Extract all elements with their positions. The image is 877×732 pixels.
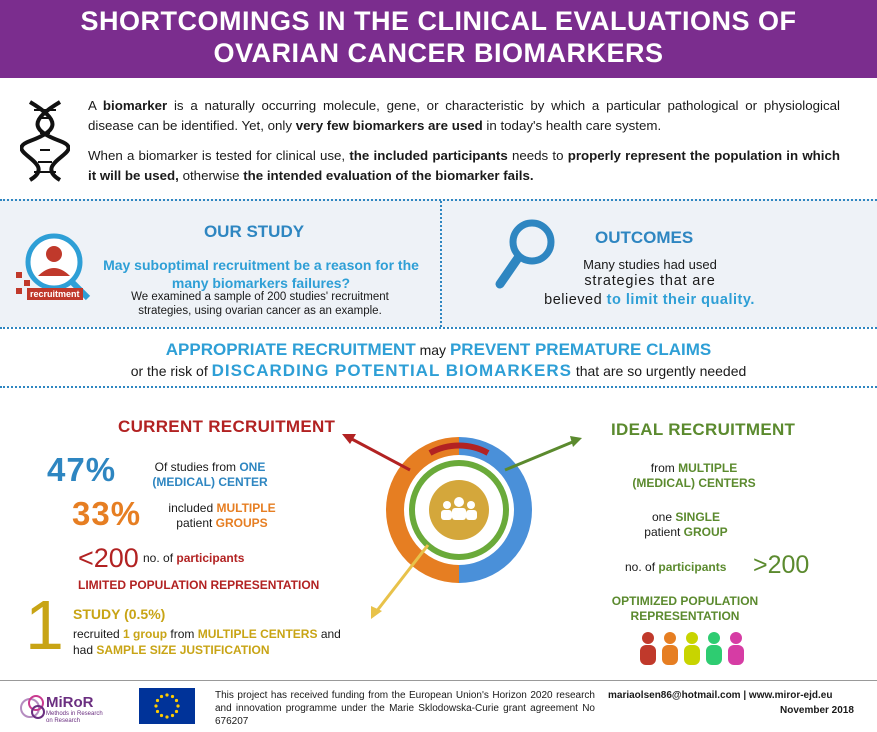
stat-single-study-title: STUDY (0.5%) <box>73 606 166 622</box>
single-study-f: had <box>73 643 97 657</box>
intro-p2-run-1: the included participants <box>349 148 508 163</box>
miror-logo-subtitle: Methods in Research on Research <box>46 711 103 724</box>
intro-p2-run-3: properly represent the population in which it will be used, <box>88 148 840 183</box>
stat-participants-text-b: participants <box>176 551 245 565</box>
ideal-multiple-centers <box>600 461 788 491</box>
intro-p1-run-3: very few biomarkers are used <box>295 118 483 133</box>
miror-logo-name: MiRoR <box>46 694 94 711</box>
appropriate-recruitment-phrase: APPROPRIATE RECRUITMENT <box>165 340 416 359</box>
stat-multiple-groups-value: 33% <box>72 495 142 532</box>
funding-statement: This project has received funding from the European Union's Horizon 2020 research and innovation programme under the Marie Sklodowska-Curie grant agreement No 676207 <box>215 690 595 727</box>
intro-p1-run-2: is a naturally occurring molecule, gene, or characteristic by which a particular pathological or physiological disease can be identified. Yet, only <box>88 98 840 133</box>
arrow-to-current <box>348 437 410 470</box>
ideal-single-group <box>616 510 756 540</box>
ideal-group-d: GROUP <box>683 525 728 539</box>
urgent-text: that are so urgently needed <box>571 363 747 379</box>
single-study-c: from <box>167 627 198 641</box>
ideal-participants-value: >200 <box>753 551 810 579</box>
stat-participants-text <box>143 551 244 565</box>
ideal-centers-a: from <box>650 461 679 475</box>
arrow-to-ideal <box>505 441 575 470</box>
study-title: OUR STUDY <box>203 222 305 241</box>
study-question-line2: many biomarkers failures? <box>171 275 351 291</box>
optimized-line2: REPRESENTATION <box>630 609 740 623</box>
single-study-e: and <box>317 627 341 641</box>
optimized-line1: OPTIMIZED POPULATION <box>611 594 759 608</box>
stat-single-study-value: 1 <box>25 586 64 664</box>
eu-flag-icon <box>139 688 195 724</box>
stat-participants-text-a: no. of <box>143 551 177 565</box>
intro-p2-run-5: the intended evaluation of the biomarker fails. <box>243 168 534 183</box>
limited-representation-label: LIMITED POPULATION REPRESENTATION <box>78 578 320 592</box>
study-description-line1: We examined a sample of 200 studies' recruitment <box>131 291 389 303</box>
discarding-phrase: DISCARDING POTENTIAL BIOMARKERS <box>211 361 572 380</box>
prevent-claims-phrase: PREVENT PREMATURE CLAIMS <box>449 340 712 359</box>
diverse-people-icon <box>637 630 747 666</box>
ideal-recruitment-title: IDEAL RECRUITMENT <box>611 420 796 439</box>
intro-p1-run-0: A <box>88 98 103 113</box>
stat-one-center-text <box>130 460 290 490</box>
outcomes-line2: strategies that are <box>584 273 716 289</box>
recruitment-icon-label: recruitment <box>27 288 83 300</box>
intro-p2-run-4: otherwise <box>178 168 244 183</box>
stat-one-center-text-a: Of studies from <box>154 460 240 474</box>
stat-one-center-text-b: ONE <box>239 460 266 474</box>
stat-multiple-groups-text <box>152 501 292 531</box>
outcomes-line1: Many studies had used <box>583 257 717 272</box>
optimized-representation-label <box>585 594 785 624</box>
ideal-participants-b: participants <box>658 560 727 574</box>
footer-divider <box>0 680 877 681</box>
stat-participants-value: <200 <box>78 543 139 573</box>
stat-groups-text-d: GROUPS <box>215 516 268 530</box>
ideal-centers-c: (MEDICAL) CENTERS <box>632 476 756 490</box>
stat-groups-text-b: MULTIPLE <box>216 501 276 515</box>
risk-text: or the risk of <box>130 363 212 379</box>
study-question-line1: May suboptimal recruitment be a reason for the <box>103 257 419 273</box>
single-study-b: 1 group <box>123 627 168 641</box>
current-recruitment-title: CURRENT RECRUITMENT <box>118 417 336 436</box>
intro-p1-run-4: in today's health care system. <box>482 118 662 133</box>
appropriate-connector: may <box>415 342 450 358</box>
ideal-group-c: patient <box>644 525 684 539</box>
single-study-d: MULTIPLE CENTERS <box>197 627 318 641</box>
study-description-line2: strategies, using ovarian cancer as an example. <box>138 305 382 317</box>
stat-groups-text-c: patient <box>176 516 216 530</box>
outcomes-line3-plain: believed <box>544 292 603 308</box>
page-title-line2: OVARIAN CANCER BIOMARKERS <box>213 38 664 68</box>
ideal-participants-text <box>625 560 726 574</box>
publication-date: November 2018 <box>780 705 854 716</box>
outcomes-line3-highlight: to limit their quality. <box>606 292 755 308</box>
stat-groups-text-a: included <box>168 501 217 515</box>
intro-p2-run-2: needs to <box>507 148 568 163</box>
stat-one-center-value: 47% <box>47 451 117 488</box>
stat-one-center-text-c: (MEDICAL) CENTER <box>152 475 268 489</box>
ideal-group-a: one <box>651 510 676 524</box>
page-title-line1: SHORTCOMINGS IN THE CLINICAL EVALUATIONS OF <box>80 6 797 36</box>
ideal-centers-b: MULTIPLE <box>678 461 738 475</box>
stat-single-study-text <box>73 626 341 658</box>
contact-info: mariaolsen86@hotmail.com | www.miror-ejd.eu <box>608 690 833 701</box>
single-study-a: recruited <box>73 627 124 641</box>
intro-p1-run-1: biomarker <box>102 98 168 113</box>
outcomes-title: OUTCOMES <box>595 228 694 247</box>
ideal-group-b: SINGLE <box>675 510 721 524</box>
intro-p2-run-0: When a biomarker is tested for clinical use, <box>88 148 350 163</box>
single-study-g: SAMPLE SIZE JUSTIFICATION <box>96 643 270 657</box>
ideal-participants-a: no. of <box>625 560 659 574</box>
